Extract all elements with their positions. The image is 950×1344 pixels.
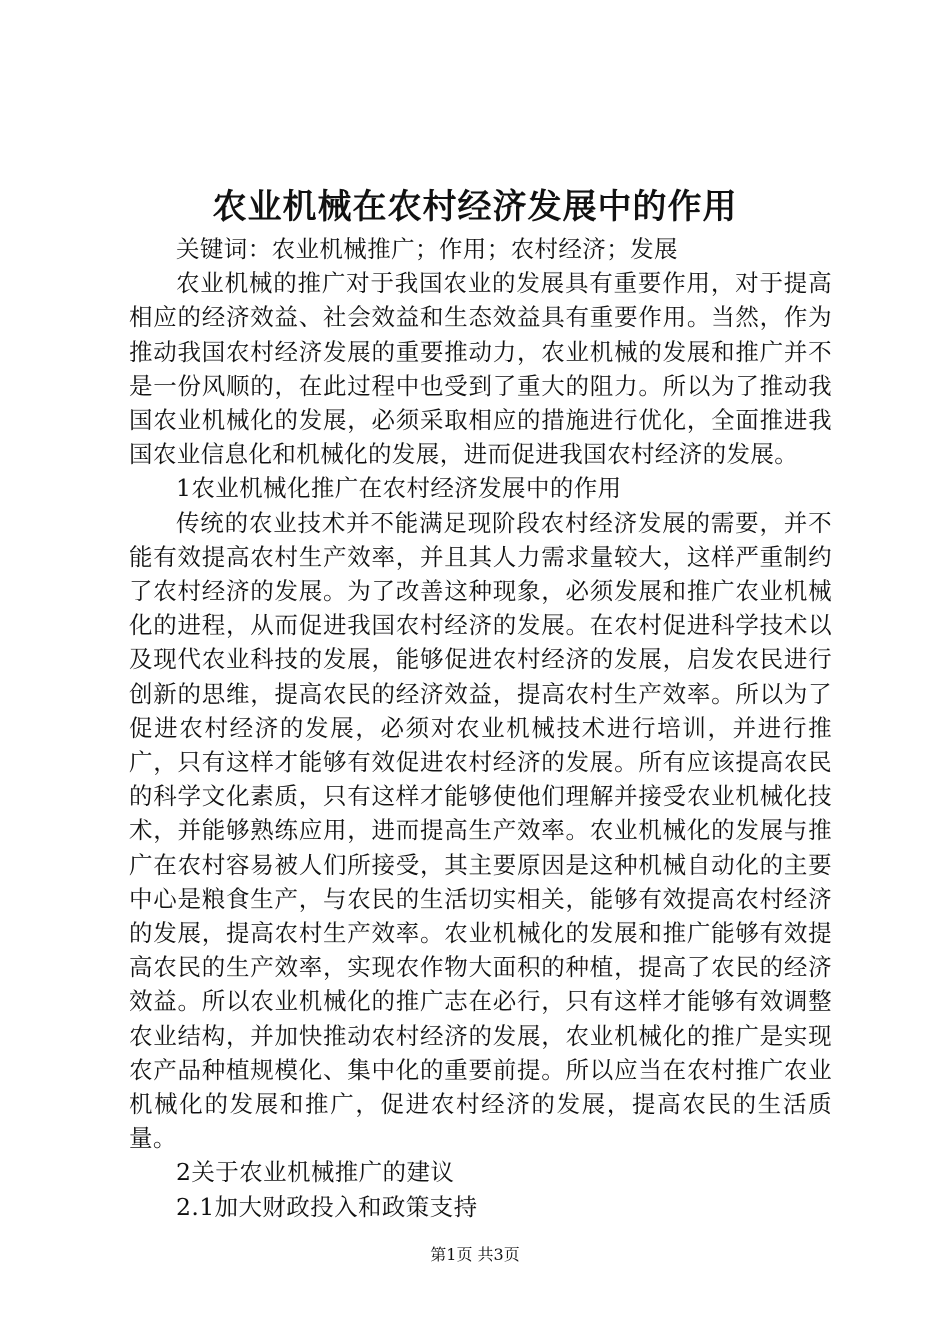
paragraph-section-1: 传统的农业技术并不能满足现阶段农村经济发展的需要，并不能有效提高农村生产效率，并且其人力需求量较大，这样严重制约了农村经济的发展。为了改善这种现象，必须发展和推广农业机械化的进程，从而促进我国农村经济的发展。在农村促进科学技术以及现代农业科技的发展，能够促进农村经济的发展，启发农民进行创新的思维，提高农民的经济效益，提高农村生产效率。所以为了促进农村经济的发展，必须对农业机械技术进行培训，并进行推广，只有这样才能够有效促进农村经济的发展。所有应该提高农民的科学文化素质，只有这样才能够使他们理解并接受农业机械化技术，并能够熟练应用，进而提高生产效率。农业机械化的发展与推广在农村容易被人们所接受，其主要原因是这种机械自动化的主要中心是粮食生产，与农民的生活切实相关，能够有效提高农村经济的发展，提高农村生产效率。农业机械化的发展和推广能够有效提高农民的生产效率，实现农作物大面积的种植，提高了农民的经济效益。所以农业机械化的推广志在必行，只有这样才能够有效调整农业结构，并加快推动农村经济的发展，农业机械化的推广是实现农产品种植规模化、集中化的重要前提。所以应当在农村推广农业机械化的发展和推广，促进农村经济的发展，提高农民的生活质量。	[129, 508, 832, 1153]
paragraph-intro: 农业机械的推广对于我国农业的发展具有重要作用，对于提高相应的经济效益、社会效益和生态效益具有重要作用。当然，作为推动我国农村经济发展的重要推动力，农业机械的发展和推广并不是一份风顺的，在此过程中也受到了重大的阻力。所以为了推动我国农业机械化的发展，必须采取相应的措施进行优化，全面推进我国农业信息化和机械化的发展，进而促进我国农村经济的发展。	[129, 269, 832, 469]
document-title: 农业机械在农村经济发展中的作用	[212, 187, 738, 227]
subsection-heading-2-1: 2.1加大财政投入和政策支持	[176, 1192, 478, 1221]
section-heading-2: 2关于农业机械推广的建议	[176, 1158, 455, 1187]
keywords-line: 关键词：农业机械推广；作用；农村经济；发展	[176, 235, 678, 263]
section-heading-1: 1农业机械化推广在农村经济发展中的作用	[176, 474, 622, 503]
document-body	[129, 232, 832, 1224]
page-number-footer: 第1页 共3页	[430, 1245, 520, 1264]
